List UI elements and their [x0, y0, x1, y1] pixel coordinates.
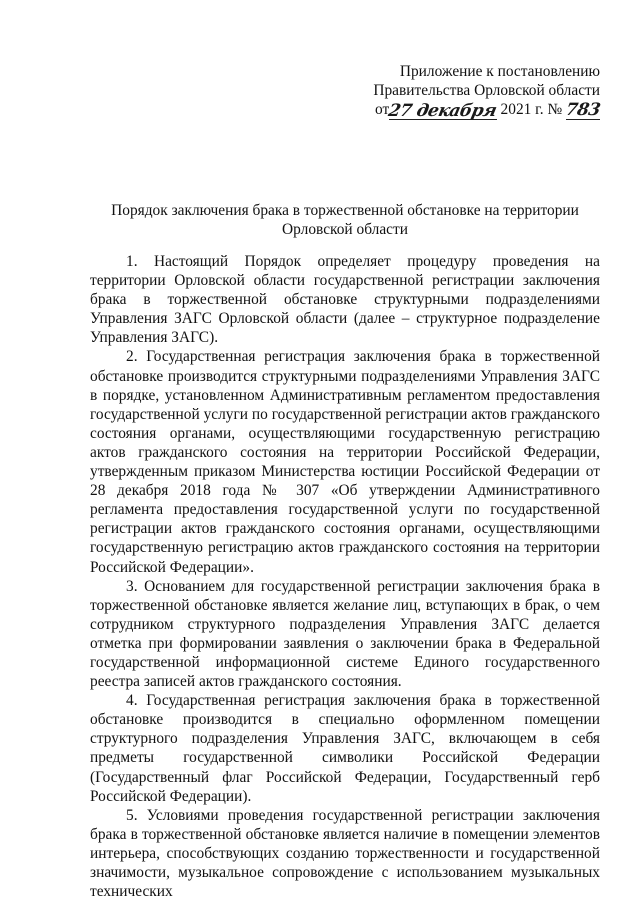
- title-line-2: Орловской области: [282, 221, 408, 238]
- paragraph-5: 5. Условиями проведения государственной регистрации заключения брака в торжественной обстановке является наличие в помещении элементов интерьера, способствующих созданию торжественности и государственной значимости, музыкальное сопровождение с использованием музыкальных технических: [90, 806, 600, 901]
- document-body: [90, 252, 600, 901]
- header-date-line: [330, 100, 600, 120]
- paragraph-4: 4. Государственная регистрация заключения брака в торжественной обстановке производится в специально оформленном помещении структурного подразделения Управления ЗАГС, включающем в себя предметы государственной символики Российской Федерации (Государственный флаг Российской Федерации, Государственный герб Российской Федерации).: [90, 692, 600, 805]
- title-line-1: Порядок заключения брака в торжественной обстановке на территории: [111, 202, 579, 219]
- handwritten-number: 783: [564, 100, 602, 120]
- appendix-header: [330, 62, 600, 120]
- date-prefix: от: [375, 101, 390, 118]
- document-title: [90, 201, 600, 239]
- handwritten-date: 27 декабря: [386, 101, 499, 121]
- paragraph-2: 2. Государственная регистрация заключения брака в торжественной обстановке производится структурными подразделениями Управления ЗАГС в порядке, установленном Административным регламентом предоставления государственной услуги по государственной регистрации актов гражданского состояния органами, осуществляющими государственную регистрацию актов гражданского состояния на территории Российской Федерации, утвержденным приказом Министерства юстиции Российской Федерации от 28 декабря 2018 года № 307 «Об утверждении Административного регламента предоставления государственной услуги по государственной регистрации актов гражданского состояния органами, осуществляющими государственную регистрацию актов гражданского состояния на территории Российской Федерации».: [90, 348, 600, 576]
- header-line-government: Правительства Орловской области: [373, 82, 600, 99]
- paragraph-1: 1. Настоящий Порядок определяет процедуру проведения на территории Орловской области государственной регистрации заключения брака в торжественной обстановке структурными подразделениями Управления ЗАГС Орловской области (далее – структурное подразделение Управления ЗАГС).: [90, 253, 600, 347]
- header-line-appendix: Приложение к постановлению: [399, 63, 600, 80]
- date-year: 2021 г. №: [500, 101, 563, 118]
- paragraph-3: 3. Основанием для государственной регистрации заключения брака в торжественной обстановке является желание лиц, вступающих в брак, о чем сотрудником структурного подразделения Управления ЗАГС делается отметка при формировании заявления о заключении брака в Федеральной государственной информационной системе Единого государственного реестра записей актов гражданского состояния.: [90, 577, 600, 691]
